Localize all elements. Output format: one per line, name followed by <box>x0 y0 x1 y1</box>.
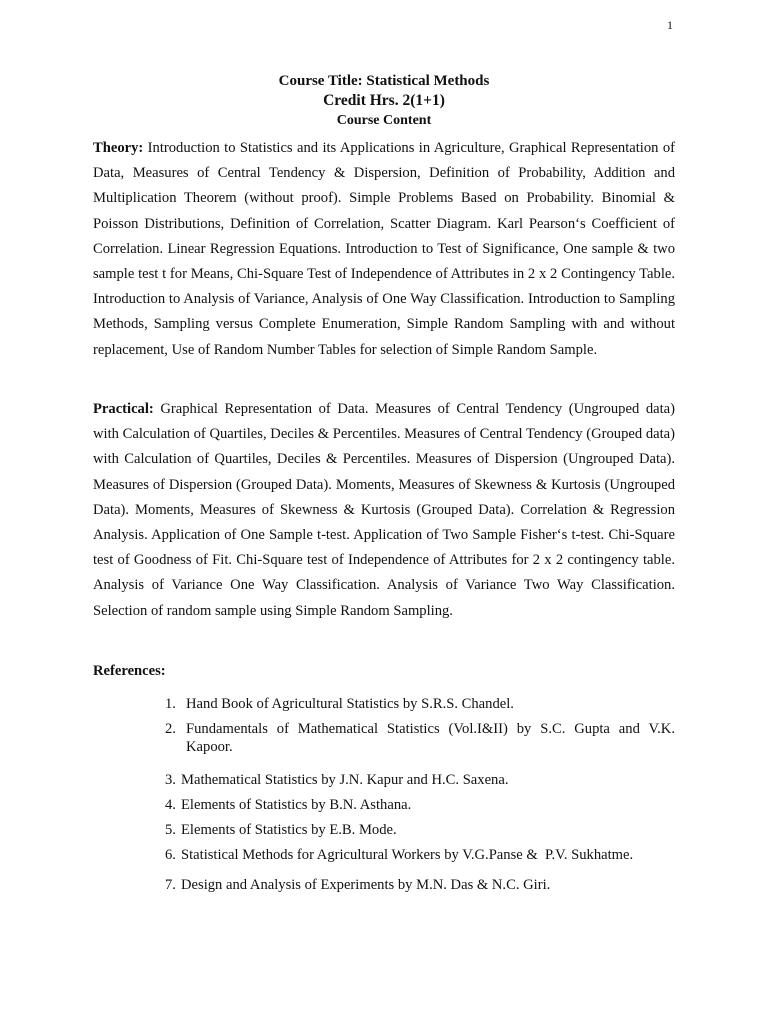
theory-text: Introduction to Statistics and its Applications in Agriculture, Graphical Representation of Data, Measures of Central Tendency & Dispersion, Definition of Probability, Addition and Multiplication Theorem (without proof). Simple Problems Based on Probability. Binomial & Poisson Distributions, Definition of Correlation, Scatter Diagram. Karl Pearson‘s Coefficient of Correlation. Linear Regression Equations. Introduction to Test of Significance, One sample & two sample test t for Means, Chi-Square Test of Independence of Attributes in 2 x 2 Contingency Table. Introduction to Analysis of Variance, Analysis of One Way Classification. Introduction to Sampling Methods, Sampling versus Complete Enumeration, Simple Random Sampling with and without replacement, Use of Random Number Tables for selection of Simple Random Sample. <box>93 140 675 358</box>
references-heading: References: <box>93 663 166 679</box>
reference-number: 2. <box>165 721 176 737</box>
reference-text: Hand Book of Agricultural Statistics by S.R.S. Chandel. <box>186 696 514 712</box>
practical-text: Graphical Representation of Data. Measures of Central Tendency (Ungrouped data) with Calculation of Quartiles, Deciles & Percentiles. Measures of Central Tendency (Grouped data) with Calculation of Quartiles, Deciles & Percentiles. Measures of Dispersion (Ungrouped Data). Measures of Dispersion (Grouped Data). Moments, Measures of Skewness & Kurtosis (Ungrouped Data). Moments, Measures of Skewness & Kurtosis (Grouped Data). Correlation & Regression Analysis. Application of One Sample t-test. Application of Two Sample Fisher‘s t-test. Chi-Square test of Goodness of Fit. Chi-Square test of Independence of Attributes for 2 x 2 contingency table. Analysis of Variance One Way Classification. Analysis of Variance Two Way Classification. Selection of random sample using Simple Random Sampling. <box>93 401 675 619</box>
reference-item <box>165 876 675 894</box>
reference-text: Elements of Statistics by E.B. Mode. <box>181 822 397 838</box>
theory-label: Theory: <box>93 140 144 156</box>
course-title <box>0 72 768 91</box>
course-title-label: Course Title: <box>278 73 367 89</box>
reference-item <box>165 821 675 839</box>
reference-item <box>165 720 675 756</box>
reference-number: 5. <box>165 822 176 838</box>
reference-number: 4. <box>165 797 176 813</box>
reference-text: Mathematical Statistics by J.N. Kapur and H.C. Saxena. <box>181 772 509 788</box>
reference-number: 6. <box>165 847 176 863</box>
practical-label: Practical: <box>93 401 154 417</box>
practical-paragraph <box>93 397 675 624</box>
credit-hours: Credit Hrs. 2(1+1) <box>323 92 445 109</box>
theory-paragraph <box>93 136 675 363</box>
reference-number: 1. <box>165 696 176 712</box>
reference-item <box>165 695 675 713</box>
course-title-value: Statistical Methods <box>366 73 490 89</box>
reference-text: Statistical Methods for Agricultural Workers by V.G.Panse & P.V. Sukhatme. <box>181 847 634 863</box>
reference-number: 7. <box>165 877 176 893</box>
reference-item <box>165 796 675 814</box>
reference-number: 3. <box>165 772 176 788</box>
course-header <box>0 72 768 130</box>
reference-item <box>165 846 675 864</box>
course-content-heading: Course Content <box>336 113 432 128</box>
reference-text: Design and Analysis of Experiments by M.N. Das & N.C. Giri. <box>181 877 551 893</box>
reference-text: Fundamentals of Mathematical Statistics (Vol.I&II) by S.C. Gupta and V.K. Kapoor. <box>186 721 675 755</box>
page-number: 1 <box>667 18 673 32</box>
reference-item <box>165 771 675 789</box>
reference-text: Elements of Statistics by B.N. Asthana. <box>181 797 412 813</box>
